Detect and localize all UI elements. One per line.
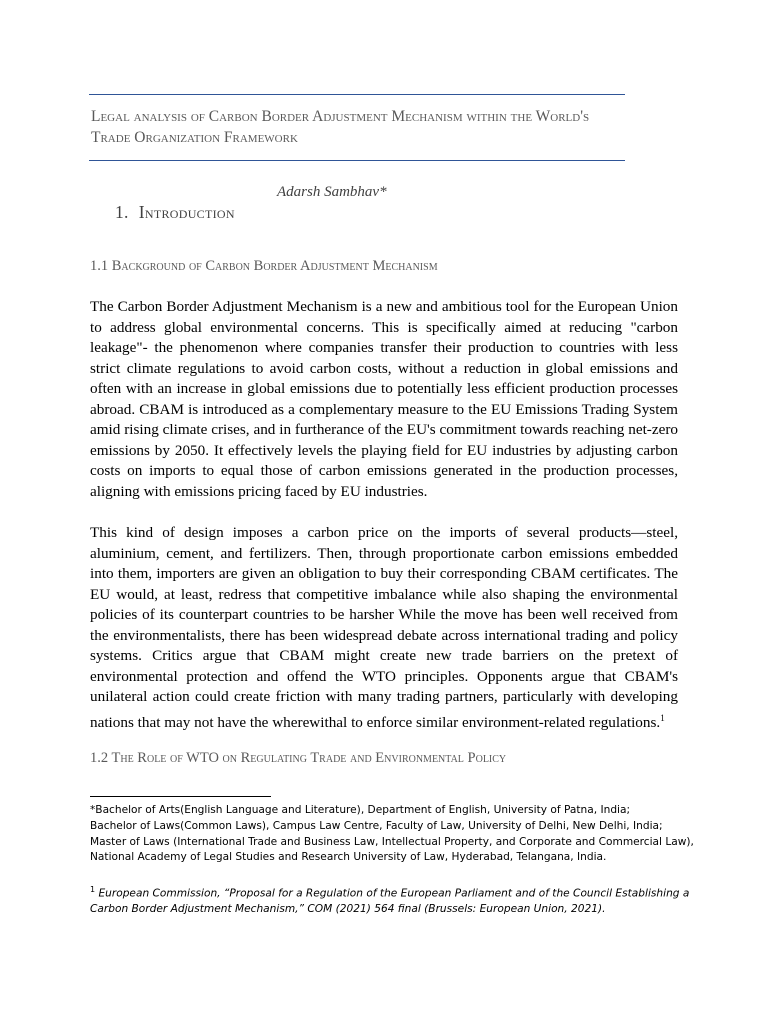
title-line-2: Trade Organization Framework <box>91 129 298 146</box>
footnote-author-line: Master of Laws (International Trade and Business Law, Intellectual Property, and Corporate and Commercial Law), <box>90 835 694 848</box>
footnote-separator <box>90 796 271 797</box>
footnote-author <box>90 803 694 866</box>
footnote-1-line-1 <box>90 882 690 902</box>
footnote-1-text-1: European Commission, “Proposal for a Regulation of the European Parliament and of the Council Establishing a <box>95 887 690 900</box>
section-title: Introduction <box>138 202 235 222</box>
section-number: 1. <box>115 202 129 222</box>
footnote-author-line: *Bachelor of Arts(English Language and Literature), Department of English, University of Patna, India; <box>90 804 631 816</box>
paragraph-1: The Carbon Border Adjustment Mechanism is a new and ambitious tool for the European Union to address global environmental concerns. This is specifically aimed at reducing "carbon leakage"- the phenomenon where companies transfer their production to countries with less strict climate regulations to avoid carbon costs, without a reduction in global emissions and often with an increase in global emissions due to potentially less efficient production processes abroad. CBAM is introduced as a complementary measure to the EU Emissions Trading System amid rising climate crises, and in furtherance of the EU's commitment towards reaching net-zero emissions by 2050. It effectively levels the playing field for EU industries by adjusting carbon costs on imports to equal those of carbon emissions generated in the production processes, aligning with emissions pricing faced by EU industries. <box>90 298 678 500</box>
footnote-1-marker: 1 <box>90 885 96 894</box>
section-heading-introduction <box>115 202 235 223</box>
paragraph-2 <box>90 523 678 733</box>
footnote-1 <box>90 882 690 918</box>
title-rule-top <box>89 94 625 95</box>
footnote-author-line: National Academy of Legal Studies and Research University of Law, Hyderabad, Telangana, India. <box>90 851 607 864</box>
document-title <box>91 106 631 148</box>
subsection-heading-background: 1.1 Background of Carbon Border Adjustment Mechanism <box>90 258 438 274</box>
author-name: Adarsh Sambhav* <box>277 184 387 200</box>
footnote-1-line-2: Carbon Border Adjustment Mechanism,” COM (2021) 564 final (Brussels: European Union, 2021). <box>90 903 606 916</box>
footnote-ref-1[interactable]: 1 <box>660 712 665 723</box>
footnote-author-line: Bachelor of Laws(Common Laws), Campus Law Centre, Faculty of Law, University of Delhi, New Delhi, India; <box>90 819 663 832</box>
subsection-heading-wto-role: 1.2 The Role of WTO on Regulating Trade and Environmental Policy <box>90 750 507 766</box>
paragraph-2-text: This kind of design imposes a carbon price on the imports of several products—steel, aluminium, cement, and fertilizers. Then, through proportionate carbon emissions embedded into them, importers are given an obligation to buy their corresponding CBAM certificates. The EU would, at least, redress that competitive imbalance while also shaping the environmental policies of its counterpart countries to be harsher While the move has been well received from the environmentalists, there has been widespread debate across international trading and policy systems. Critics argue that CBAM might create new trade barriers on the pretext of environmental protection and offend the WTO principles. Opponents argue that CBAM's unilateral action could create friction with many trading partners, particularly with developing nations that may not have the wherewithal to enforce similar environment-related regulations. <box>90 524 678 731</box>
title-line-1: Legal analysis of Carbon Border Adjustment Mechanism within the World's <box>91 108 590 125</box>
title-rule-bottom <box>89 160 625 161</box>
